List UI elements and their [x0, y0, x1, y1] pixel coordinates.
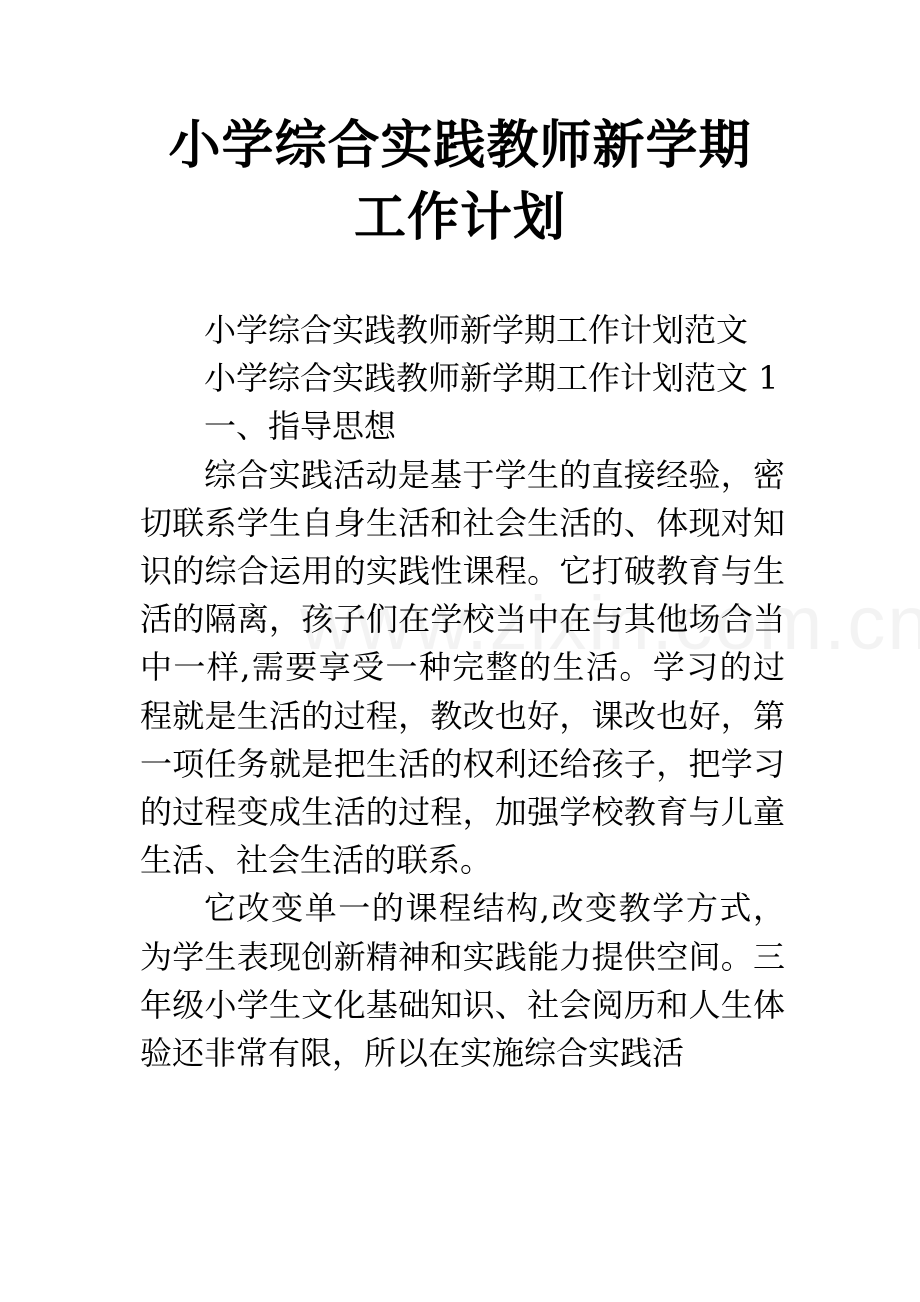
section-heading-guiding-ideology: 一、指导思想 [204, 407, 397, 446]
title-line-1: 小学综合实践教师新学期 [168, 115, 752, 176]
paragraph-subtitle-1: 小学综合实践教师新学期工作计划范文 1 [204, 359, 779, 398]
paragraph-body: 它改变单一的课程结构,改变教学方式，为学生表现创新精神和实践能力提供空间。三年级小学生文化基础知识、社会阅历和人生体验还非常有限，所以在实施综合实践活 [140, 889, 785, 1073]
document-body [140, 306, 785, 1077]
document-title [120, 110, 800, 254]
title-line-2: 工作计划 [353, 187, 566, 248]
paragraph-body: 综合实践活动是基于学生的直接经验，密切联系学生自身生活和社会生活的、体现对知识的综合运用的实践性课程。它打破教育与生活的隔离，孩子们在学校当中在与其他场合当中一样,需要享受一种完整的生活。学习的过程就是生活的过程，教改也好，课改也好，第一项任务就是把生活的权利还给孩子，把学习的过程变成生活的过程，加强学校教育与儿童生活、社会生活的联系。 [140, 455, 785, 880]
paragraph-subtitle: 小学综合实践教师新学期工作计划范文 [204, 311, 749, 349]
